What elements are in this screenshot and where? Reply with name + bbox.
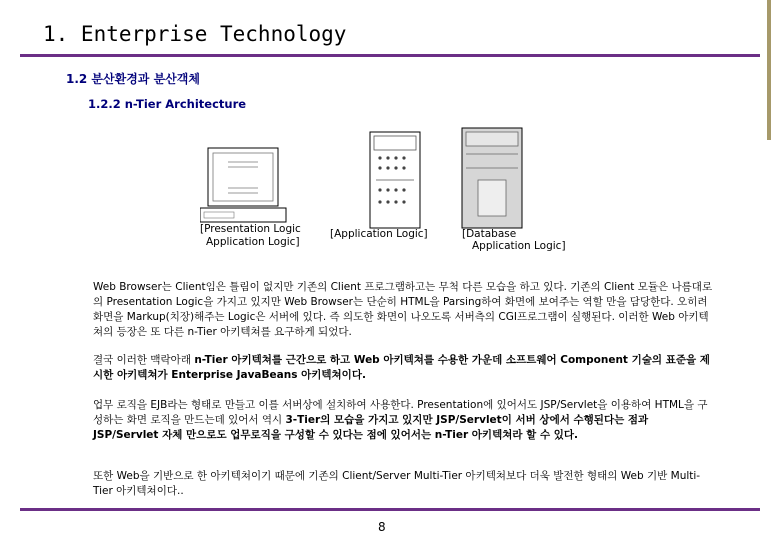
db-caption-line1: [Database [462,228,517,240]
footer-divider [20,508,760,511]
paragraph-1: Web Browser는 Client임은 틀림이 없지만 기존의 Client 프로그램하고는 무척 다른 모습을 하고 있다. 기존의 Client 모듈은 나름대로의 Presentation Logic을 가지고 있지만 Web Browser는 단순히 HTML을 Parsing하여 화면에 보여주는 역할 만을 담당한다. 오히려 화면을 Markup(치장)해주는 Logic은 서버에 있다. 즉 의도한 화면이 나오도록 서버측의 CGI프로그램이 실행된다. 이러한 Web 아키텍쳐의 등장은 또 다른 n-Tier 아키텍쳐를 요구하게 되었다. [93,281,713,338]
client-caption-line1: [Presentation Logic [200,223,301,235]
paragraph-4: 또한 Web을 기반으로 한 아키텍쳐이기 때문에 기존의 Client/Server Multi-Tier 아키텍쳐보다 더욱 발전한 형태의 Web 기반 Multi-Tier 아키텍쳐이다.. [93,470,701,497]
paragraph-3-bold: 3-Tier의 모습을 가지고 있지만 JSP/Servlet이 서버 상에서 수행된다는 점과 JSP/Servlet 자체 만으로도 업무로직을 구성할 수 있다는 점에 있어서는 n-Tier 아키텍쳐라 할 수 있다. [93,414,649,441]
accent-bar [767,0,771,140]
client-caption-line2: Application Logic] [206,236,300,248]
app-server-caption: [Application Logic] [330,228,428,240]
paragraph-2 [93,353,715,383]
subsection-heading: 1.2.2 n-Tier Architecture [88,97,247,111]
title-divider [20,54,760,57]
paragraph-2-text: 결국 이러한 맥락아래 [93,354,195,366]
page-title: 1. Enterprise Technology [43,22,347,46]
section-heading: 1.2 분산환경과 분산객체 [66,72,200,86]
database-server-icon [462,128,522,228]
page-number: 8 [378,520,386,534]
paragraph-2-bold: n-Tier 아키텍쳐를 근간으로 하고 Web 아키텍쳐를 수용한 가운데 소프트웨어 Component 기술의 표준을 제시한 아키텍쳐가 Enterprise JavaBeans 아키텍쳐이다. [93,354,710,381]
paragraph-3-text: 업무 로직을 EJB라는 형태로 만들고 이를 서버상에 설치하여 사용한다. Presentation에 있어서도 JSP/Servlet을 이용하여 HTML을 구성하는 화면 로직을 만드는데 있어서 역시 [93,399,708,426]
client-pc-icon [200,148,286,222]
paragraph-3 [93,398,715,443]
db-caption-line2: Application Logic] [472,240,566,252]
app-server-icon [370,132,420,228]
n-tier-diagram [200,120,600,260]
